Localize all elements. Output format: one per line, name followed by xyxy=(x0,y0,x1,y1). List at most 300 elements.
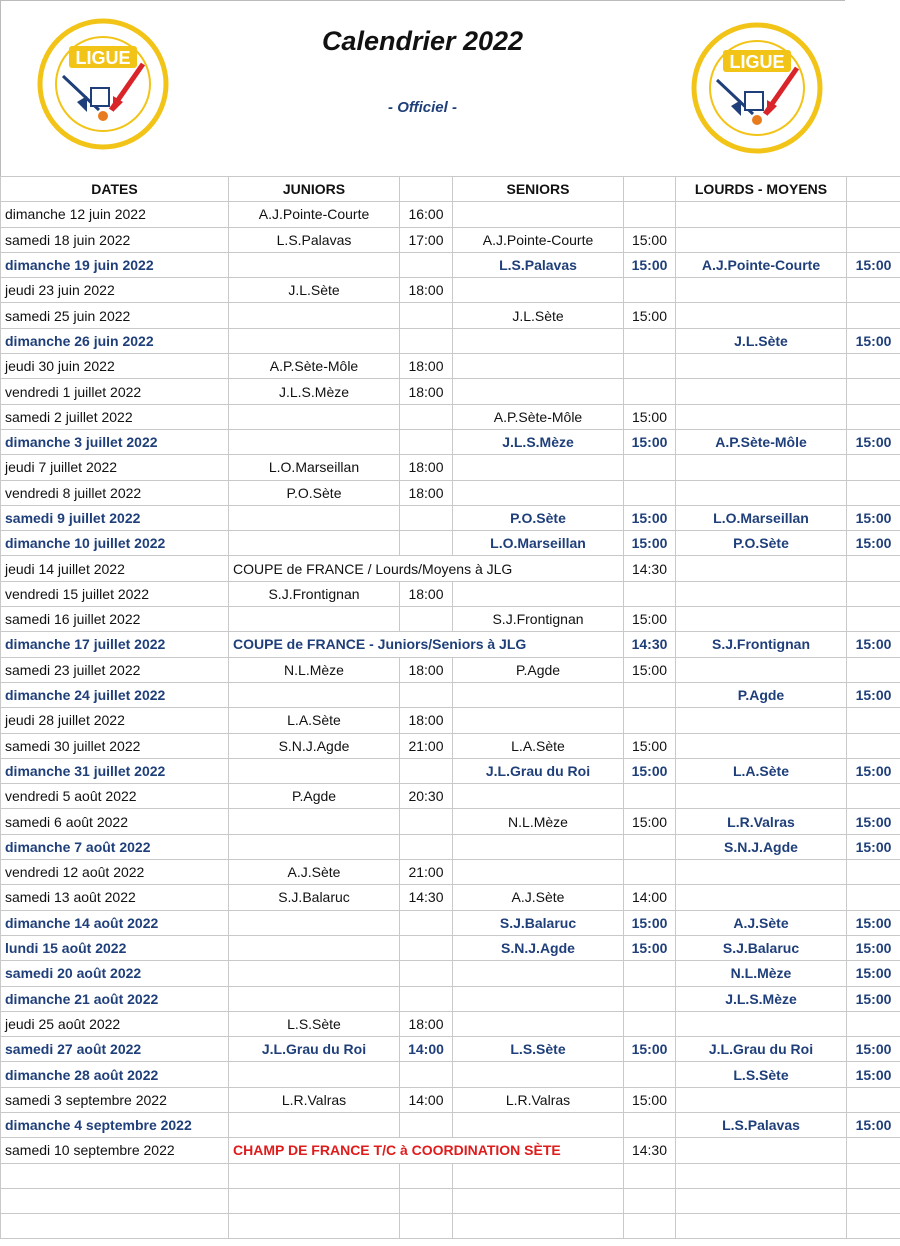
juniors-cell: L.A.Sète xyxy=(229,708,400,733)
lourds-moyens-cell: A.P.Sète-Môle xyxy=(676,429,847,454)
juniors-cell: L.O.Marseillan xyxy=(229,455,400,480)
date-cell: jeudi 23 juin 2022 xyxy=(1,278,229,303)
seniors-cell: S.J.Balaruc xyxy=(453,910,624,935)
date-cell: dimanche 3 juillet 2022 xyxy=(1,429,229,454)
date-cell: vendredi 15 juillet 2022 xyxy=(1,581,229,606)
lm-time-cell: 15:00 xyxy=(847,1112,900,1137)
date-cell: samedi 18 juin 2022 xyxy=(1,227,229,252)
lm-time-cell xyxy=(847,379,900,404)
seniors-time-cell: 14:30 xyxy=(624,1138,676,1163)
date-cell: samedi 16 juillet 2022 xyxy=(1,607,229,632)
lourds-moyens-cell xyxy=(676,708,847,733)
juniors-time-cell: 18:00 xyxy=(400,354,453,379)
lm-time-cell xyxy=(847,733,900,758)
seniors-cell: L.S.Sète xyxy=(453,1037,624,1062)
juniors-time-cell: 21:00 xyxy=(400,733,453,758)
table-row xyxy=(1,784,900,809)
seniors-time-cell xyxy=(624,1188,676,1213)
date-cell: dimanche 7 août 2022 xyxy=(1,834,229,859)
lm-time-cell: 15:00 xyxy=(847,834,900,859)
juniors-cell: A.J.Pointe-Courte xyxy=(229,202,400,227)
date-cell: dimanche 26 juin 2022 xyxy=(1,328,229,353)
juniors-time-cell xyxy=(400,682,453,707)
seniors-cell xyxy=(453,202,624,227)
lourds-moyens-cell: S.J.Frontignan xyxy=(676,632,847,657)
date-cell: vendredi 1 juillet 2022 xyxy=(1,379,229,404)
lm-time-cell: 15:00 xyxy=(847,935,900,960)
lourds-moyens-cell: L.O.Marseillan xyxy=(676,505,847,530)
table-row xyxy=(1,986,900,1011)
lourds-moyens-cell: J.L.Grau du Roi xyxy=(676,1037,847,1062)
seniors-time-cell xyxy=(624,328,676,353)
date-cell: jeudi 25 août 2022 xyxy=(1,1011,229,1036)
juniors-time-cell xyxy=(400,531,453,556)
lm-time-cell xyxy=(847,1138,900,1163)
juniors-cell: A.J.Sète xyxy=(229,860,400,885)
seniors-cell: P.Agde xyxy=(453,657,624,682)
lourds-moyens-cell: J.L.Sète xyxy=(676,328,847,353)
juniors-cell: S.N.J.Agde xyxy=(229,733,400,758)
lourds-moyens-cell xyxy=(676,1214,847,1239)
date-cell: samedi 10 septembre 2022 xyxy=(1,1138,229,1163)
lourds-moyens-cell xyxy=(676,1138,847,1163)
juniors-time-cell: 18:00 xyxy=(400,379,453,404)
juniors-cell: S.J.Frontignan xyxy=(229,581,400,606)
juniors-cell xyxy=(229,505,400,530)
lm-time-cell xyxy=(847,1214,900,1239)
seniors-time-cell: 15:00 xyxy=(624,404,676,429)
seniors-time-cell xyxy=(624,455,676,480)
date-cell: dimanche 28 août 2022 xyxy=(1,1062,229,1087)
lourds-moyens-cell xyxy=(676,303,847,328)
lourds-moyens-cell xyxy=(676,607,847,632)
table-row xyxy=(1,531,900,556)
lm-time-cell xyxy=(847,1011,900,1036)
lourds-moyens-cell xyxy=(676,860,847,885)
seniors-cell: J.L.Grau du Roi xyxy=(453,758,624,783)
juniors-time-cell: 14:00 xyxy=(400,1037,453,1062)
seniors-cell xyxy=(453,1163,624,1188)
seniors-time-cell xyxy=(624,581,676,606)
juniors-cell xyxy=(229,1112,400,1137)
lm-time-cell: 15:00 xyxy=(847,531,900,556)
table-row xyxy=(1,505,900,530)
date-cell: dimanche 12 juin 2022 xyxy=(1,202,229,227)
lm-time-cell xyxy=(847,303,900,328)
table-row xyxy=(1,1112,900,1137)
lourds-moyens-cell: J.L.S.Mèze xyxy=(676,986,847,1011)
seniors-time-cell xyxy=(624,1163,676,1188)
table-row xyxy=(1,834,900,859)
juniors-cell xyxy=(229,404,400,429)
table-row xyxy=(1,1087,900,1112)
seniors-cell xyxy=(453,1062,624,1087)
table-row xyxy=(1,1062,900,1087)
seniors-cell xyxy=(453,1112,624,1137)
seniors-cell xyxy=(453,278,624,303)
seniors-time-cell: 15:00 xyxy=(624,1037,676,1062)
juniors-time-cell xyxy=(400,758,453,783)
lm-time-cell xyxy=(847,708,900,733)
seniors-time-cell: 15:00 xyxy=(624,657,676,682)
juniors-time-cell: 18:00 xyxy=(400,455,453,480)
seniors-time-cell xyxy=(624,708,676,733)
juniors-time-cell xyxy=(400,505,453,530)
date-cell: dimanche 19 juin 2022 xyxy=(1,252,229,277)
date-cell: samedi 6 août 2022 xyxy=(1,809,229,834)
table-row xyxy=(1,278,900,303)
date-cell: dimanche 31 juillet 2022 xyxy=(1,758,229,783)
seniors-time-cell xyxy=(624,1214,676,1239)
lm-time-cell: 15:00 xyxy=(847,809,900,834)
seniors-time-cell: 14:00 xyxy=(624,885,676,910)
juniors-cell: L.S.Palavas xyxy=(229,227,400,252)
date-cell xyxy=(1,1214,229,1239)
date-cell: vendredi 12 août 2022 xyxy=(1,860,229,885)
table-row xyxy=(1,404,900,429)
seniors-cell: L.S.Palavas xyxy=(453,252,624,277)
date-cell: vendredi 5 août 2022 xyxy=(1,784,229,809)
lourds-moyens-cell xyxy=(676,885,847,910)
col-header-lourds-moyens: LOURDS - MOYENS xyxy=(676,177,847,202)
date-cell: samedi 3 septembre 2022 xyxy=(1,1087,229,1112)
page-subtitle: - Officiel - xyxy=(388,99,457,116)
event-cell: COUPE de FRANCE - Juniors/Seniors à JLG xyxy=(229,632,624,657)
seniors-cell xyxy=(453,1011,624,1036)
lourds-moyens-cell: L.S.Palavas xyxy=(676,1112,847,1137)
seniors-cell xyxy=(453,455,624,480)
page-title: Calendrier 2022 xyxy=(321,26,524,56)
table-row xyxy=(1,429,900,454)
juniors-cell: J.L.S.Mèze xyxy=(229,379,400,404)
lm-time-cell: 15:00 xyxy=(847,632,900,657)
date-cell: samedi 23 juillet 2022 xyxy=(1,657,229,682)
seniors-time-cell: 14:30 xyxy=(624,632,676,657)
juniors-time-cell xyxy=(400,404,453,429)
juniors-time-cell xyxy=(400,1112,453,1137)
seniors-time-cell: 15:00 xyxy=(624,227,676,252)
seniors-time-cell: 15:00 xyxy=(624,1087,676,1112)
lourds-moyens-cell xyxy=(676,455,847,480)
seniors-time-cell xyxy=(624,834,676,859)
juniors-time-cell: 14:30 xyxy=(400,885,453,910)
juniors-cell xyxy=(229,1062,400,1087)
table-row xyxy=(1,379,900,404)
juniors-cell: S.J.Balaruc xyxy=(229,885,400,910)
table-row xyxy=(1,328,900,353)
seniors-cell xyxy=(453,328,624,353)
juniors-cell xyxy=(229,607,400,632)
lourds-moyens-cell xyxy=(676,581,847,606)
table-row xyxy=(1,1163,900,1188)
date-cell: dimanche 17 juillet 2022 xyxy=(1,632,229,657)
date-cell: jeudi 7 juillet 2022 xyxy=(1,455,229,480)
lourds-moyens-cell: N.L.Mèze xyxy=(676,961,847,986)
table-row xyxy=(1,1037,900,1062)
date-cell: lundi 15 août 2022 xyxy=(1,935,229,960)
lm-time-cell: 15:00 xyxy=(847,758,900,783)
top-border xyxy=(0,0,845,1)
seniors-cell xyxy=(453,1188,624,1213)
juniors-time-cell xyxy=(400,607,453,632)
lourds-moyens-cell xyxy=(676,1087,847,1112)
logo-name-text: LIGUE xyxy=(729,52,785,72)
table-row xyxy=(1,860,900,885)
table-row xyxy=(1,1214,900,1239)
juniors-cell: J.L.Sète xyxy=(229,278,400,303)
juniors-cell: J.L.Grau du Roi xyxy=(229,1037,400,1062)
lourds-moyens-cell: L.S.Sète xyxy=(676,1062,847,1087)
juniors-time-cell xyxy=(400,328,453,353)
juniors-time-cell xyxy=(400,986,453,1011)
lourds-moyens-cell: S.J.Balaruc xyxy=(676,935,847,960)
juniors-time-cell: 18:00 xyxy=(400,480,453,505)
lm-time-cell xyxy=(847,278,900,303)
lourds-moyens-cell: A.J.Sète xyxy=(676,910,847,935)
lm-time-cell xyxy=(847,1163,900,1188)
table-row xyxy=(1,480,900,505)
seniors-cell xyxy=(453,480,624,505)
table-row xyxy=(1,227,900,252)
juniors-cell xyxy=(229,682,400,707)
table-row xyxy=(1,252,900,277)
seniors-time-cell: 15:00 xyxy=(624,303,676,328)
lourds-moyens-cell: P.O.Sète xyxy=(676,531,847,556)
juniors-cell xyxy=(229,328,400,353)
seniors-cell: L.R.Valras xyxy=(453,1087,624,1112)
lourds-moyens-cell xyxy=(676,227,847,252)
lm-time-cell xyxy=(847,455,900,480)
juniors-cell xyxy=(229,252,400,277)
seniors-cell: L.A.Sète xyxy=(453,733,624,758)
juniors-cell: L.S.Sète xyxy=(229,1011,400,1036)
seniors-time-cell xyxy=(624,986,676,1011)
table-row xyxy=(1,455,900,480)
date-cell: samedi 9 juillet 2022 xyxy=(1,505,229,530)
seniors-time-cell: 15:00 xyxy=(624,809,676,834)
lm-time-cell: 15:00 xyxy=(847,328,900,353)
juniors-time-cell: 18:00 xyxy=(400,278,453,303)
lm-time-cell xyxy=(847,581,900,606)
seniors-cell xyxy=(453,354,624,379)
seniors-time-cell xyxy=(624,1112,676,1137)
seniors-cell: J.L.Sète xyxy=(453,303,624,328)
col-header-juniors: JUNIORS xyxy=(229,177,400,202)
table-row xyxy=(1,607,900,632)
lourds-moyens-cell xyxy=(676,354,847,379)
date-cell: samedi 20 août 2022 xyxy=(1,961,229,986)
juniors-time-cell: 18:00 xyxy=(400,657,453,682)
juniors-cell: N.L.Mèze xyxy=(229,657,400,682)
seniors-time-cell: 15:00 xyxy=(624,531,676,556)
lm-time-cell: 15:00 xyxy=(847,682,900,707)
table-row xyxy=(1,885,900,910)
date-cell: samedi 30 juillet 2022 xyxy=(1,733,229,758)
juniors-cell xyxy=(229,1163,400,1188)
juniors-time-cell xyxy=(400,1062,453,1087)
lm-time-cell xyxy=(847,885,900,910)
lm-time-cell xyxy=(847,1087,900,1112)
lourds-moyens-cell xyxy=(676,657,847,682)
seniors-time-cell: 15:00 xyxy=(624,252,676,277)
juniors-time-cell: 17:00 xyxy=(400,227,453,252)
date-cell: jeudi 14 juillet 2022 xyxy=(1,556,229,581)
juniors-cell xyxy=(229,531,400,556)
col-header-seniors: SENIORS xyxy=(453,177,624,202)
lourds-moyens-cell xyxy=(676,1163,847,1188)
seniors-cell xyxy=(453,708,624,733)
seniors-time-cell: 15:00 xyxy=(624,505,676,530)
logo-name-text: LIGUE xyxy=(75,48,131,68)
table-row xyxy=(1,1011,900,1036)
calendar-table xyxy=(0,176,900,1239)
lourds-moyens-cell xyxy=(676,784,847,809)
seniors-time-cell xyxy=(624,784,676,809)
seniors-cell: S.J.Frontignan xyxy=(453,607,624,632)
table-row xyxy=(1,682,900,707)
table-row xyxy=(1,354,900,379)
calendar-body xyxy=(1,202,900,1239)
table-row xyxy=(1,961,900,986)
date-cell: dimanche 10 juillet 2022 xyxy=(1,531,229,556)
juniors-cell xyxy=(229,834,400,859)
lm-time-cell xyxy=(847,607,900,632)
juniors-time-cell: 18:00 xyxy=(400,708,453,733)
lourds-moyens-cell xyxy=(676,480,847,505)
date-cell: samedi 25 juin 2022 xyxy=(1,303,229,328)
seniors-cell: J.L.S.Mèze xyxy=(453,429,624,454)
juniors-cell xyxy=(229,303,400,328)
seniors-time-cell xyxy=(624,278,676,303)
lourds-moyens-cell xyxy=(676,278,847,303)
juniors-time-cell xyxy=(400,935,453,960)
juniors-cell: P.Agde xyxy=(229,784,400,809)
table-row xyxy=(1,581,900,606)
juniors-cell xyxy=(229,1214,400,1239)
lm-time-cell: 15:00 xyxy=(847,252,900,277)
seniors-cell xyxy=(453,581,624,606)
seniors-time-cell xyxy=(624,480,676,505)
lm-time-cell xyxy=(847,657,900,682)
table-row xyxy=(1,733,900,758)
juniors-time-cell xyxy=(400,252,453,277)
lm-time-cell: 15:00 xyxy=(847,505,900,530)
juniors-time-cell xyxy=(400,1188,453,1213)
seniors-time-cell xyxy=(624,682,676,707)
lm-time-cell xyxy=(847,354,900,379)
seniors-cell: A.P.Sète-Môle xyxy=(453,404,624,429)
lourds-moyens-cell xyxy=(676,1011,847,1036)
juniors-time-cell: 16:00 xyxy=(400,202,453,227)
ligue-logo-right xyxy=(691,22,823,154)
juniors-cell xyxy=(229,961,400,986)
seniors-cell: S.N.J.Agde xyxy=(453,935,624,960)
seniors-time-cell xyxy=(624,379,676,404)
date-cell: jeudi 30 juin 2022 xyxy=(1,354,229,379)
lourds-moyens-cell xyxy=(676,404,847,429)
lm-time-cell xyxy=(847,1188,900,1213)
col-header-dates: DATES xyxy=(1,177,229,202)
juniors-time-cell xyxy=(400,1163,453,1188)
juniors-cell xyxy=(229,809,400,834)
juniors-time-cell: 18:00 xyxy=(400,581,453,606)
col-header-lm-time xyxy=(847,177,900,202)
lourds-moyens-cell: A.J.Pointe-Courte xyxy=(676,252,847,277)
date-cell: dimanche 21 août 2022 xyxy=(1,986,229,1011)
date-cell: samedi 2 juillet 2022 xyxy=(1,404,229,429)
lm-time-cell: 15:00 xyxy=(847,910,900,935)
date-cell: dimanche 24 juillet 2022 xyxy=(1,682,229,707)
event-cell: COUPE de FRANCE / Lourds/Moyens à JLG xyxy=(229,556,624,581)
table-row xyxy=(1,708,900,733)
date-cell: samedi 13 août 2022 xyxy=(1,885,229,910)
date-cell: samedi 27 août 2022 xyxy=(1,1037,229,1062)
juniors-cell xyxy=(229,758,400,783)
seniors-cell xyxy=(453,834,624,859)
lm-time-cell xyxy=(847,860,900,885)
event-cell: CHAMP DE FRANCE T/C à COORDINATION SÈTE xyxy=(229,1138,624,1163)
seniors-time-cell: 15:00 xyxy=(624,733,676,758)
seniors-time-cell: 15:00 xyxy=(624,910,676,935)
seniors-cell xyxy=(453,784,624,809)
juniors-time-cell xyxy=(400,429,453,454)
seniors-time-cell xyxy=(624,961,676,986)
table-row xyxy=(1,809,900,834)
juniors-time-cell xyxy=(400,303,453,328)
col-header-seniors-time xyxy=(624,177,676,202)
table-row xyxy=(1,758,900,783)
juniors-time-cell xyxy=(400,834,453,859)
seniors-cell xyxy=(453,986,624,1011)
lm-time-cell xyxy=(847,480,900,505)
juniors-time-cell xyxy=(400,1214,453,1239)
seniors-cell xyxy=(453,682,624,707)
juniors-cell xyxy=(229,986,400,1011)
document-header xyxy=(0,0,900,176)
table-row xyxy=(1,910,900,935)
lm-time-cell: 15:00 xyxy=(847,1037,900,1062)
seniors-time-cell: 15:00 xyxy=(624,429,676,454)
table-row xyxy=(1,935,900,960)
seniors-cell xyxy=(453,379,624,404)
table-row xyxy=(1,202,900,227)
lourds-moyens-cell xyxy=(676,556,847,581)
lourds-moyens-cell xyxy=(676,733,847,758)
seniors-time-cell xyxy=(624,1011,676,1036)
juniors-cell: L.R.Valras xyxy=(229,1087,400,1112)
lourds-moyens-cell: L.A.Sète xyxy=(676,758,847,783)
seniors-time-cell xyxy=(624,860,676,885)
juniors-time-cell xyxy=(400,961,453,986)
seniors-time-cell: 15:00 xyxy=(624,935,676,960)
juniors-cell xyxy=(229,429,400,454)
lourds-moyens-cell: L.R.Valras xyxy=(676,809,847,834)
seniors-time-cell: 15:00 xyxy=(624,607,676,632)
lm-time-cell xyxy=(847,784,900,809)
seniors-cell: P.O.Sète xyxy=(453,505,624,530)
lm-time-cell xyxy=(847,227,900,252)
juniors-cell xyxy=(229,1188,400,1213)
seniors-time-cell xyxy=(624,202,676,227)
table-row xyxy=(1,303,900,328)
lm-time-cell xyxy=(847,404,900,429)
lourds-moyens-cell: P.Agde xyxy=(676,682,847,707)
seniors-time-cell xyxy=(624,354,676,379)
juniors-time-cell: 14:00 xyxy=(400,1087,453,1112)
seniors-time-cell: 15:00 xyxy=(624,758,676,783)
seniors-cell xyxy=(453,961,624,986)
juniors-time-cell: 18:00 xyxy=(400,1011,453,1036)
